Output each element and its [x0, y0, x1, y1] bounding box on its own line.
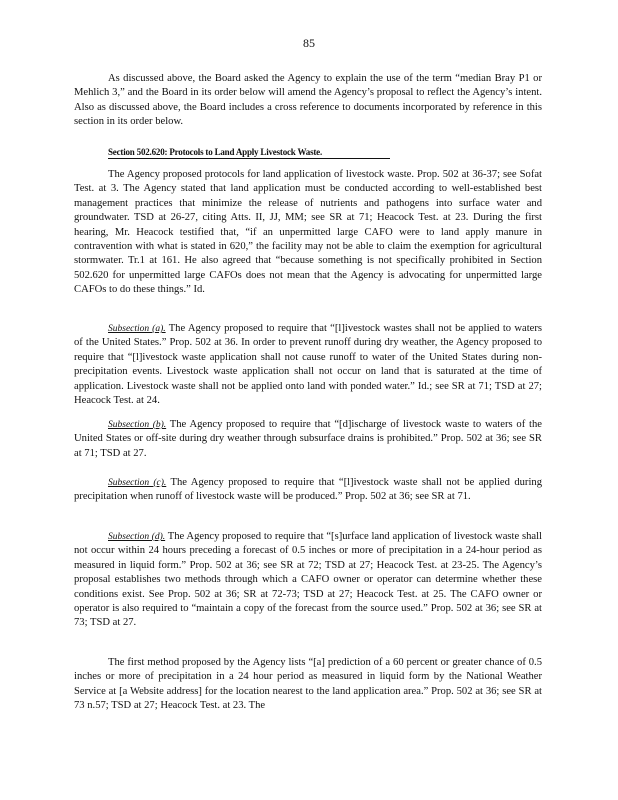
paragraph-subsection-b	[74, 418, 542, 461]
paragraph-text: The Agency proposed to require that “[l]ivestock wastes shall not be applied to waters of the United States.” Prop. 502 at 36. In order to prevent runoff during dry weather, the Agency proposed to require that “[l]ivestock waste application shall not cause runoff to water of the United States during non-precipitation events. Livestock waste application shall not occur on land that is saturated at the time of application. Livestock waste shall not be applied onto land with ponded water.” Id.; see SR at 71; TSD at 27; Heacock Test. at 24.	[74, 323, 542, 407]
paragraph-first-method	[74, 656, 542, 714]
paragraph-subsection-d	[74, 530, 542, 631]
paragraph-subsection-a	[74, 322, 542, 408]
subsection-label: Subsection (a).	[108, 324, 166, 334]
subsection-label: Subsection (b).	[108, 420, 167, 430]
page-number: 85	[303, 36, 315, 50]
paragraph-discussion	[74, 72, 542, 130]
subsection-label: Subsection (c).	[108, 478, 167, 488]
subsection-label: Subsection (d).	[108, 532, 166, 542]
paragraph-text: The Agency proposed protocols for land application of livestock waste. Prop. 502 at 36-37; see Sofat Test. at 3. The Agency stated that land application must be conducted according to well-established best management practices that minimize the release of nutrients and pathogens into surface water and groundwater. TSD at 26-27, citing Atts. II, JJ, MM; see SR at 71; Heacock Test. at 23. During the first hearing, Mr. Heacock testified that, “if an unpermitted large CAFO were to land apply manure in contravention with what is stated in 620,” the facility may not be able to claim the exemption for agricultural stormwater. Tr.1 at 161. He also agreed that “because something is not specifically prohibited in Section 502.620 for unpermitted large CAFOs does not mean that the Agency is advocating for unpermitted large CAFOs to do these things.” Id.	[74, 169, 542, 296]
paragraph-text: The Agency proposed to require that “[s]urface land application of livestock waste shall not occur within 24 hours preceding a forecast of 0.5 inches or more of precipitation in a 24-hour period as measured in liquid form.” Prop. 502 at 36; see SR at 72; TSD at 27; Heacock Test. at 23-25. The Agency’s proposal establishes two methods through which a CAFO owner or operator can determine whether these conditions exist. See Prop. 502 at 36; SR at 72-73; TSD at 27; Heacock Test. at 25. The CAFO owner or operator is also required to “maintain a copy of the forecast from the source used.” Prop. 502 at 36; see SR at 73; TSD at 27.	[74, 531, 542, 629]
section-heading: Section 502.620: Protocols to Land Apply Livestock Waste.	[108, 146, 390, 159]
paragraph-protocols	[74, 168, 542, 298]
paragraph-text: As discussed above, the Board asked the Agency to explain the use of the term “median Bray P1 or Mehlich 3,” and the Board in its order below will amend the Agency’s proposal to reflect the Agency’s intent. Also as discussed above, the Board includes a cross reference to documents incorporated by reference in this section in its order below.	[74, 73, 542, 128]
paragraph-text: The Agency proposed to require that “[l]ivestock waste shall not be applied during precipitation when runoff of livestock waste will be produced.” Prop. 502 at 36; see SR at 71.	[74, 477, 543, 503]
paragraph-subsection-c	[74, 476, 542, 505]
paragraph-text: The first method proposed by the Agency lists “[a] prediction of a 60 percent or greater chance of 0.5 inches or more of precipitation in a 24 hour period as measured in liquid form by the National Weather Service at [a Website address] for the location nearest to the land application area.” Prop. 502 at 36; see SR at 73 n.57; TSD at 27; Heacock Test. at 23. The	[74, 657, 542, 712]
paragraph-text: The Agency proposed to require that “[d]ischarge of livestock waste to waters of the United States or off-site during dry weather through subsurface drains is prohibited.” Prop. 502 at 36; see SR at 71; TSD at 27.	[74, 419, 542, 459]
